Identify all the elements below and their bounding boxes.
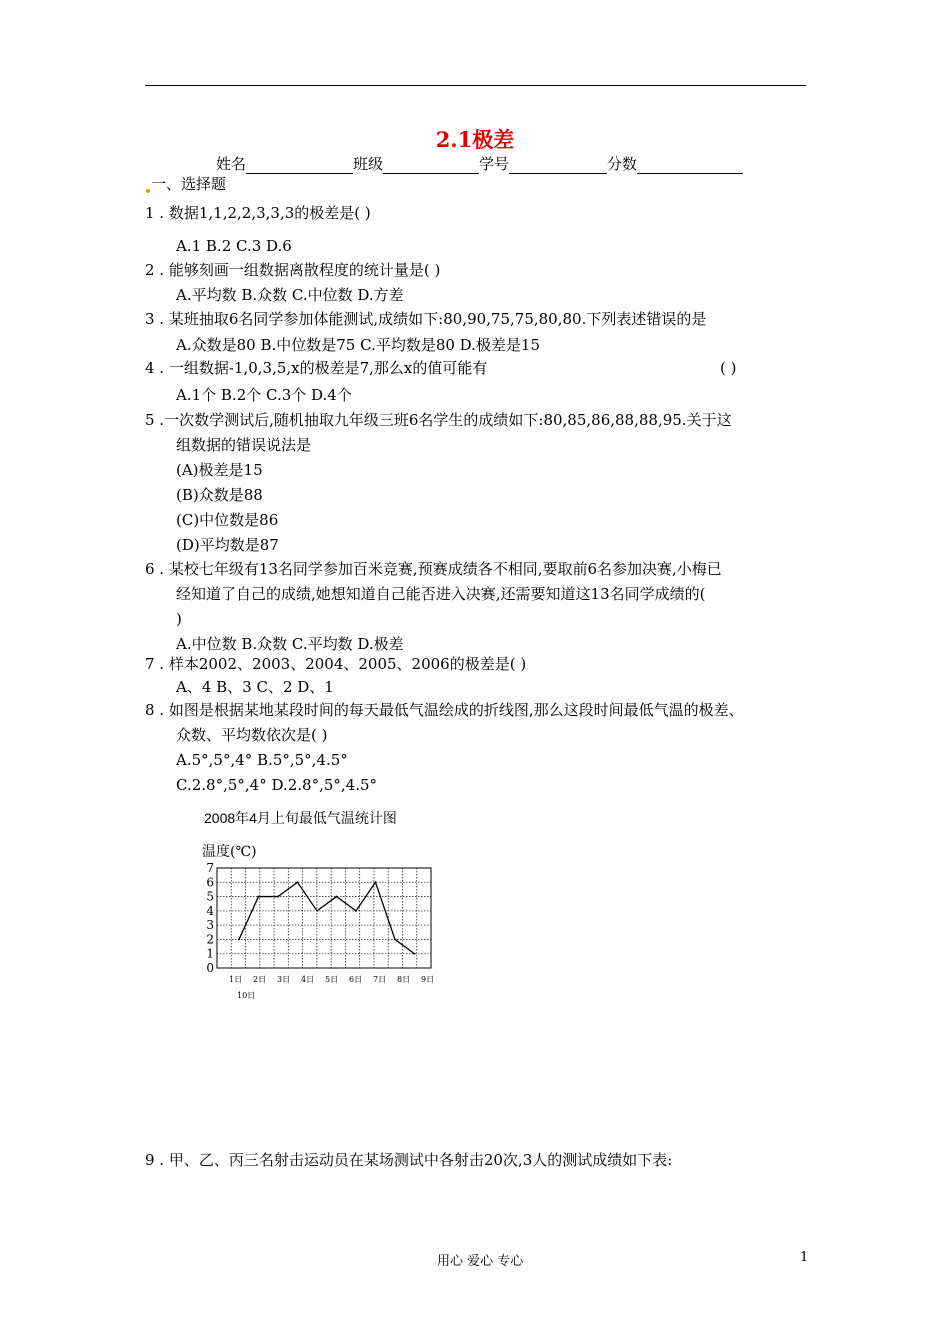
question-8-continued: 众数、平均数依次是( ) [176,726,328,744]
chart-y-tick-label: 5 [206,889,214,904]
question-4-answer-blank: ( ) [720,359,737,377]
question-4: 4 . 一组数据-1,0,3,5,x的极差是7,那么x的值可能有 [145,359,488,377]
chart-data-point [277,896,279,898]
number-label: 学号 [479,155,510,173]
class-blank[interactable] [383,157,479,174]
question-1-options: A.1 B.2 C.3 D.6 [176,237,292,255]
question-1: 1 . 数据1,1,2,2,3,3,3的极差是( ) [145,204,371,222]
question-5-option-c: (C)中位数是86 [176,511,279,529]
class-label: 班级 [353,155,384,173]
chart-data-point [258,896,260,898]
chart-data-point [336,896,338,898]
name-label: 姓名 [216,155,247,173]
chart-y-tick-label: 4 [206,903,214,918]
name-blank[interactable] [246,157,353,174]
chart-x-tick-label: 6日 [349,975,363,984]
chart-data-point [316,910,318,912]
score-blank[interactable] [637,157,743,174]
header-rule [145,85,806,86]
question-6: 6 . 某校七年级有13名同学参加百米竞赛,预赛成绩各不相同,要取前6名参加决赛,小梅已 [145,560,722,578]
chart-x-tick-label: 3日 [277,975,291,984]
question-5-option-d: (D)平均数是87 [176,536,279,554]
page-title: 2.1极差 [435,127,515,152]
score-label: 分数 [607,155,638,173]
question-3-options: A.众数是80 B.中位数是75 C.平均数是80 D.极差是15 [176,336,541,354]
chart-data-point [414,953,416,955]
question-2-options: A.平均数 B.众数 C.中位数 D.方差 [176,286,404,304]
question-8-options-ab: A.5°,5°,4° B.5°,5°,4.5° [176,751,348,769]
chart-y-tick-label: 3 [206,918,214,933]
page-number: 1 [800,1250,809,1265]
chart-x-tick-label: 7日 [373,975,387,984]
chart-y-tick-label: 2 [206,932,214,947]
section-heading: 一、选择题 [145,174,226,194]
chart-y-tick-label: 6 [206,875,214,890]
question-5-continued: 组数据的错误说法是 [176,436,312,454]
number-blank[interactable] [509,157,607,174]
chart-x-tick-label: 2日 [253,975,267,984]
question-8: 8 . 如图是根据某地某段时间的每天最低气温绘成的折线图,那么这段时间最低气温的极差、 [145,701,744,719]
question-9: 9 . 甲、乙、丙三名射击运动员在某场测试中各射击20次,3人的测试成绩如下表: [145,1151,673,1169]
question-8-options-cd: C.2.8°,5°,4° D.2.8°,5°,4.5° [176,776,378,794]
question-5: 5 .一次数学测试后,随机抽取九年级三班6名学生的成绩如下:80,85,86,88,88,95.关于这 [145,411,732,429]
chart-x-tick-label: 8日 [397,975,411,984]
chart-data-point [297,881,299,883]
chart-x-tick-label: 9日 [421,975,435,984]
mark-dot [146,189,150,193]
question-6-options: A.中位数 B.众数 C.平均数 D.极差 [176,635,404,653]
chart-y-tick-label: 0 [206,961,214,975]
chart-y-tick-label: 7 [206,861,214,875]
chart-data-point [375,881,377,883]
chart-y-axis-label: 温度(℃) [202,844,257,860]
question-2: 2 . 能够刻画一组数据离散程度的统计量是( ) [145,261,441,279]
question-4-options: A.1个 B.2个 C.3个 D.4个 [176,386,352,404]
question-7-options: A、4 B、3 C、2 D、1 [176,678,334,696]
question-6-close-paren: ) [176,610,182,628]
question-7: 7 . 样本2002、2003、2004、2005、2006的极差是( ) [145,655,527,673]
chart-title: 2008年4月上旬最低气温统计图 [204,810,397,826]
question-6-continued: 经知道了自己的成绩,她想知道自己能否进入决赛,还需要知道这13名同学成绩的( [176,585,706,603]
chart-y-tick-label: 1 [206,946,214,961]
question-5-option-b: (B)众数是88 [176,486,263,504]
question-3: 3 . 某班抽取6名同学参加体能测试,成绩如下:80,90,75,75,80,80.下列表述错误的是 [145,310,707,328]
chart-data-point [238,939,240,941]
temperature-line-chart [195,840,445,1010]
chart-data-point [355,910,357,912]
chart-x-tick-label: 5日 [325,975,339,984]
chart-x-tick-label: 10日 [237,991,256,1000]
footer-motto: 用心 爱心 专心 [437,1254,524,1269]
question-5-option-a: (A)极差是15 [176,461,263,479]
chart-x-tick-label: 1日 [229,975,243,984]
chart-x-tick-label: 4日 [301,975,315,984]
student-info-fields [216,153,743,174]
chart-data-point [394,939,396,941]
